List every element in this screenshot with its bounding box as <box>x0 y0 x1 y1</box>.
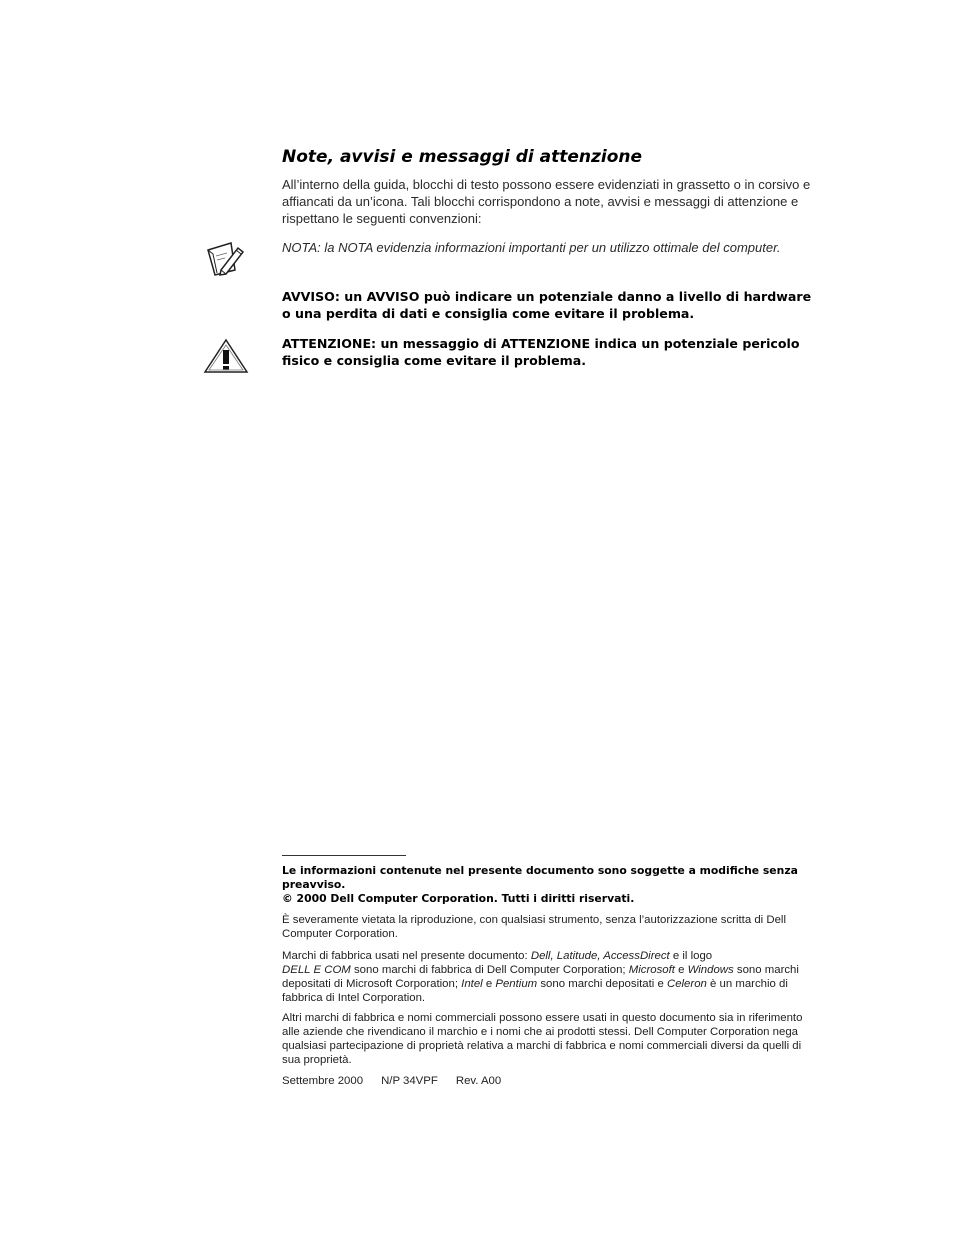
section-title: Note, avvisi e messaggi di attenzione <box>282 147 643 167</box>
trademark-name: Windows <box>687 964 734 976</box>
revision: Rev. A00 <box>455 1075 502 1087</box>
avviso-text: AVVISO: un AVVISO può indicare un potenziale danno a livello di hardware o una perdita di dati e consiglia come evitare il problema. <box>282 289 812 321</box>
trademark-name: Microsoft <box>628 964 675 976</box>
legal-notice-line: Le informazioni contenute nel presente documento sono soggette a modifiche senza preavviso. <box>282 864 798 891</box>
reproduction-notice: È severamente vietata la riproduzione, con qualsiasi strumento, senza l’autorizzazione scritta di Dell Computer Corporation. <box>282 914 786 940</box>
note-text: NOTA: la NOTA evidenzia informazioni importanti per un utilizzo ottimale del computer. <box>282 240 781 255</box>
trademarks-text: sono marchi depositati di Microsoft Corporation; <box>282 964 799 990</box>
warning-triangle-icon <box>203 338 249 374</box>
trademarks-text: è un marchio di fabbrica di Intel Corporation. <box>282 978 788 1004</box>
publication-info <box>282 1074 822 1088</box>
legal-notice <box>282 864 822 906</box>
trademarks-text: sono marchi depositati e <box>537 978 667 990</box>
trademarks-notice <box>282 949 822 1005</box>
trademarks-text: Marchi di fabbrica usati nel presente documento: <box>282 950 531 962</box>
trademarks-text: sono marchi di fabbrica di Dell Computer Corporation; <box>350 964 629 976</box>
copyright-line: © 2000 Dell Computer Corporation. Tutti i diritti riservati. <box>282 892 635 905</box>
trademarks-text: e il logo <box>669 950 713 962</box>
trademark-name: Dell, Latitude, AccessDirect <box>530 950 670 962</box>
trademark-name: Intel <box>461 978 483 990</box>
attenzione-text: ATTENZIONE: un messaggio di ATTENZIONE indica un potenziale pericolo fisico e consiglia come evitare il problema. <box>282 336 800 368</box>
other-trademarks-notice: Altri marchi di fabbrica e nomi commerciali possono essere usati in questo documento sia in riferimento alle aziende che rivendicano il marchio e i nomi che ai prodotti stessi. Dell Computer Corporation nega qualsiasi partecipazione di proprietà relativa a marchi di fabbrica e nomi commerciali diversi da quelli di sua proprietà. <box>282 1012 803 1066</box>
trademark-name: DELL E COM <box>282 964 351 976</box>
footnote-divider <box>282 855 406 856</box>
trademark-name: Pentium <box>495 978 538 990</box>
part-number: N/P 34VPF <box>381 1075 438 1087</box>
note-pencil-icon <box>205 240 247 278</box>
intro-paragraph: All’interno della guida, blocchi di testo possono essere evidenziati in grassetto o in corsivo e affiancati da un’icona. Tali blocchi corrispondono a note, avvisi e messaggi di attenzione e rispettano le seguenti convenzioni: <box>282 177 811 226</box>
trademark-name: Celeron <box>666 978 707 990</box>
trademarks-text: e <box>482 978 496 990</box>
publication-date: Settembre 2000 <box>282 1075 364 1087</box>
trademarks-text: e <box>674 964 688 976</box>
